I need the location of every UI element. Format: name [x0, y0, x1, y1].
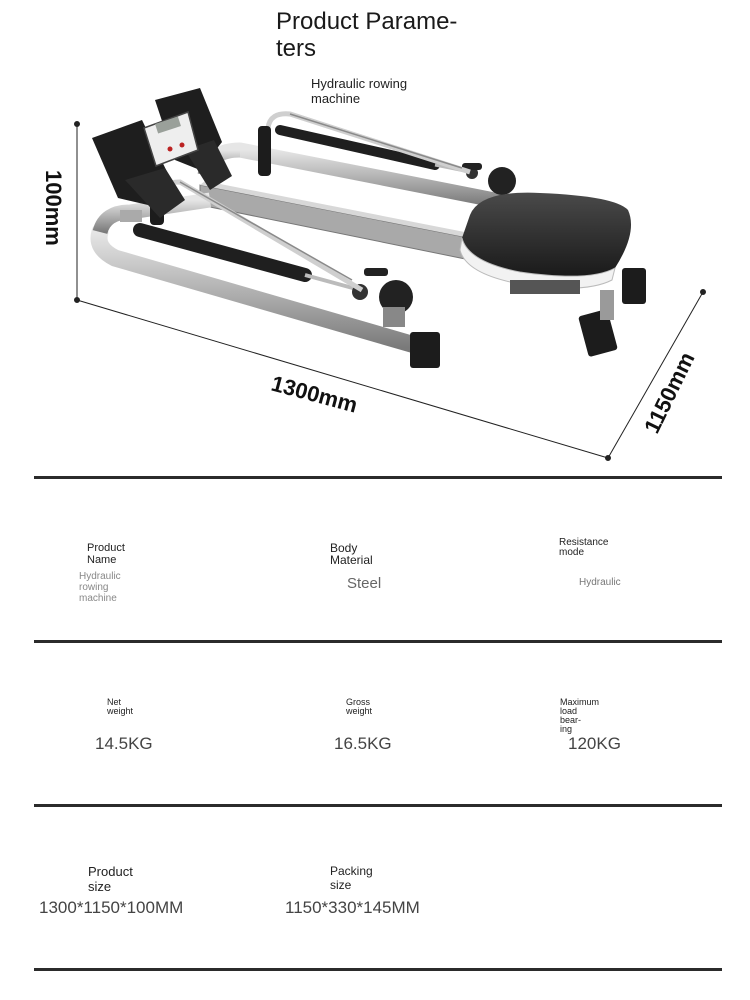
- product-image: [0, 0, 750, 480]
- spec-label-line-2: weight: [107, 706, 134, 716]
- spec-label-line-1: Resistance: [559, 537, 609, 548]
- center-beam: [200, 185, 480, 262]
- height-dimension-label: 100mm: [41, 170, 66, 246]
- dimension-dot: [701, 290, 706, 295]
- monitor-button: [168, 147, 173, 152]
- spec-label: Body Material: [330, 541, 373, 567]
- rear-handle-grip: [258, 126, 271, 176]
- subtitle-line-2: machine: [311, 91, 361, 106]
- spec-label: [560, 698, 599, 734]
- spec-label-line-2: ing: [560, 724, 573, 734]
- spec-label: Product size: [88, 864, 133, 894]
- spec-value: 14.5KG: [95, 734, 153, 753]
- divider-line: [34, 476, 722, 479]
- spec-value: Hydraulic: [579, 577, 621, 588]
- monitor-button: [180, 143, 185, 148]
- spec-label: [107, 698, 133, 716]
- rowing-machine: [92, 88, 646, 368]
- spec-value-line-2: machine: [79, 593, 117, 604]
- spec-label-line-1: Gross: [346, 697, 371, 707]
- spec-label: Product Name: [87, 542, 125, 566]
- spec-label-line-1: Maximum load bear-: [560, 697, 600, 725]
- rowing-machine-illustration: [0, 0, 750, 480]
- length-dimension-label: 1300mm: [268, 370, 361, 418]
- rear-foot-cap-right: [622, 268, 646, 304]
- spec-label-line-1: Net: [107, 697, 122, 707]
- divider-line: [34, 968, 722, 971]
- front-rail: [99, 232, 425, 348]
- front-pivot-bracket: [383, 307, 405, 327]
- spec-value: 120KG: [568, 734, 621, 753]
- seat-carriage: [510, 280, 580, 294]
- spec-value: 1150*330*145MM: [285, 898, 420, 917]
- spec-label: Packing size: [330, 864, 373, 892]
- width-dimension-label: 1150mm: [639, 348, 700, 438]
- dimension-dot: [75, 122, 80, 127]
- spec-value: 16.5KG: [334, 734, 392, 753]
- title-line-1: Product Parame-: [276, 8, 458, 35]
- spec-label-line-2: weight: [346, 706, 373, 716]
- spec-value-line-1: Hydraulic rowing: [79, 571, 121, 593]
- spec-label: [559, 538, 608, 558]
- front-tension-knob: [364, 268, 388, 276]
- spec-label: [346, 698, 372, 716]
- title-line-2: ters: [276, 35, 317, 62]
- divider-line: [34, 804, 722, 807]
- pedal-bracket: [120, 210, 142, 222]
- spec-value: 1300*1150*100MM: [39, 898, 184, 917]
- front-foot-cap: [410, 332, 440, 368]
- spec-value: Steel: [347, 575, 382, 592]
- rear-pivot-knob: [488, 167, 516, 195]
- subtitle-line-1: Hydraulic rowing: [311, 76, 408, 91]
- divider-line: [34, 640, 722, 643]
- rear-leg: [600, 290, 614, 320]
- spec-label-line-2: mode: [559, 547, 585, 558]
- spec-value: [79, 571, 121, 604]
